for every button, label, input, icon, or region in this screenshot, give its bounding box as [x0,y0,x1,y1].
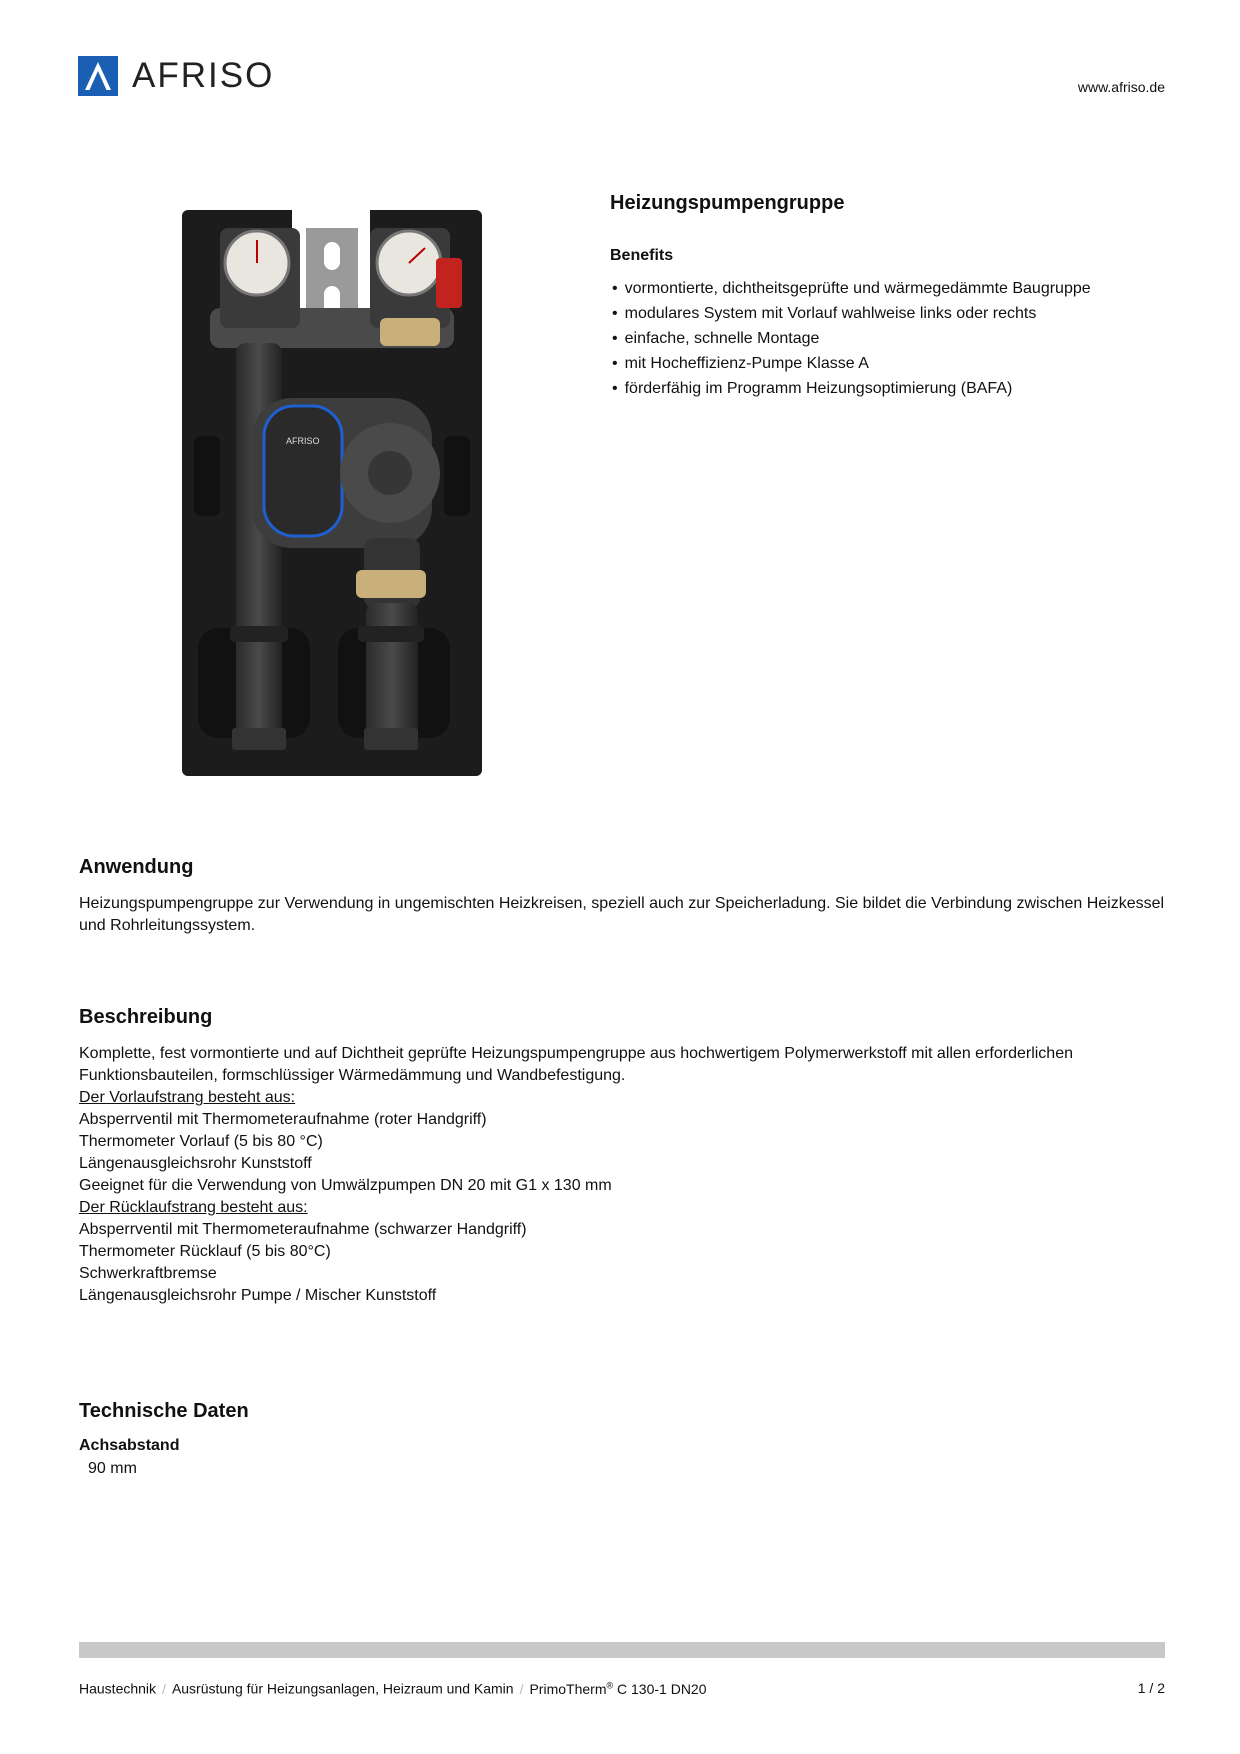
registered-mark: ® [606,1680,614,1690]
technische-daten-heading: Technische Daten [79,1400,249,1422]
spec-label: Achsabstand [79,1437,180,1454]
list-item: Absperrventil mit Thermometeraufnahme (roter Handgriff) [79,1111,487,1128]
product-title: Heizungspumpengruppe [610,192,845,214]
benefits-list [612,276,1091,401]
footer-divider [79,1642,1165,1658]
brand-name: AFRISO [132,56,275,95]
brand-logo [78,56,274,96]
breadcrumb-item[interactable]: Ausrüstung für Heizungsanlagen, Heizraum und Kamin [171,1680,514,1697]
list-item: Geeignet für die Verwendung von Umwälzpumpen DN 20 mit G1 x 130 mm [79,1177,612,1194]
list-item: • modulares System mit Vorlauf wahlweise links oder rechts [612,301,1091,326]
list-item: • vormontierte, dichtheitsgeprüfte und wärmegedämmte Baugruppe [612,276,1091,301]
vorlauf-heading: Der Vorlaufstrang besteht aus: [79,1089,296,1106]
spec-value: 90 mm [88,1460,137,1477]
list-item: Thermometer Rücklauf (5 bis 80°C) [79,1243,331,1260]
list-item: Schwerkraftbremse [79,1265,217,1282]
anwendung-heading: Anwendung [79,856,194,878]
list-item: Thermometer Vorlauf (5 bis 80 °C) [79,1133,323,1150]
list-item: • förderfähig im Programm Heizungsoptimierung (BAFA) [612,376,1091,401]
afriso-logo-icon [78,56,118,96]
list-item: Längenausgleichsrohr Kunststoff [79,1155,312,1172]
pump-brand-label: AFRISO [286,436,320,446]
list-item: Längenausgleichsrohr Pumpe / Mischer Kunststoff [79,1287,437,1304]
website-link[interactable]: www.afriso.de [1077,79,1165,95]
list-item: • einfache, schnelle Montage [612,326,1091,351]
product-model: C 130-1 DN20 [613,1680,707,1697]
benefits-heading: Benefits [610,247,674,264]
beschreibung-heading: Beschreibung [79,1006,213,1028]
product-image [180,208,484,778]
breadcrumb-separator: / [162,1680,166,1697]
breadcrumb [79,1680,707,1697]
product-name: PrimoTherm [529,1680,607,1697]
beschreibung-body [79,1043,1169,1307]
list-item: Absperrventil mit Thermometeraufnahme (schwarzer Handgriff) [79,1221,527,1238]
breadcrumb-item-current [529,1681,706,1697]
page-number: 1 / 2 [1137,1680,1165,1696]
beschreibung-intro: Komplette, fest vormontierte und auf Dichtheit geprüfte Heizungspumpengruppe aus hochwertigem Polymerwerkstoff mit allen erforderlichen Funktionsbauteilen, formschlüssiger Wärmedämmung und Wandbefestigung. [79,1045,1073,1084]
breadcrumb-separator: / [519,1680,524,1697]
anwendung-text: Heizungspumpengruppe zur Verwendung in ungemischten Heizkreisen, speziell auch zur Speicherladung. Sie bildet die Verbindung zwischen Heizkessel und Rohrleitungssystem. [79,895,1165,934]
breadcrumb-item[interactable]: Haustechnik [79,1680,157,1697]
ruecklauf-heading: Der Rücklaufstrang besteht aus: [79,1199,308,1216]
list-item: • mit Hocheffizienz-Pumpe Klasse A [612,351,1091,376]
